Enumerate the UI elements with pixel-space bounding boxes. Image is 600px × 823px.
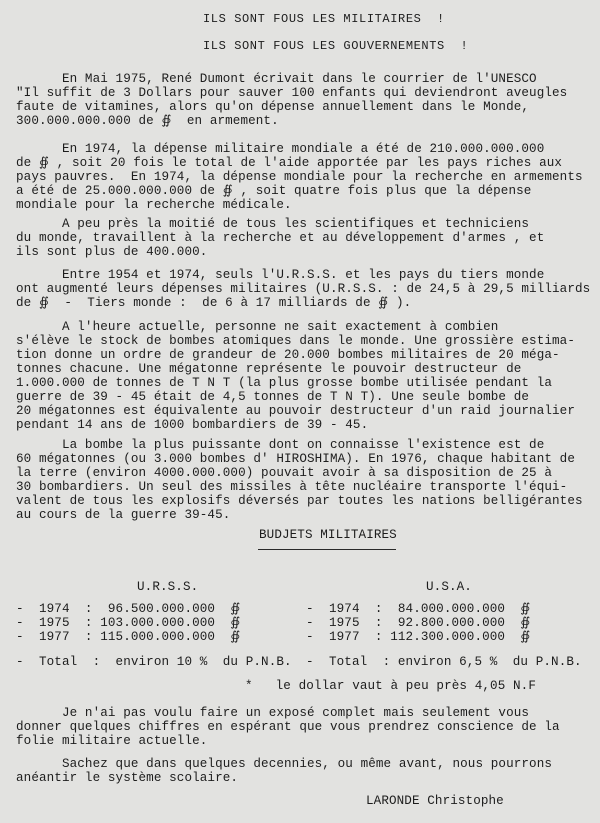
- usa-label: U.S.A.: [426, 580, 472, 594]
- closing-2-line-1: Sachez que dans quelques decennies, ou même avant, nous pourrons: [16, 757, 553, 771]
- paragraph-4-line-3: de ∯ - Tiers monde : de 6 à 17 milliards de ∯ ).: [16, 296, 412, 310]
- closing-1-line-2: donner quelques chiffres en espérant que vous prendrez conscience de la: [16, 720, 560, 734]
- paragraph-4-line-2: ont augmenté leurs dépenses militaires (U.R.S.S. : de 24,5 à 29,5 milliards: [16, 282, 591, 296]
- paragraph-6-line-1: La bombe la plus puissante dont on connaisse l'existence est de: [16, 438, 545, 452]
- closing-1-line-3: folie militaire actuelle.: [16, 734, 208, 748]
- dollar-footnote: * le dollar vaut à peu près 4,05 N.F: [245, 679, 536, 693]
- usa-row-1977: - 1977 : 112.300.000.000 ∯: [306, 630, 531, 644]
- urss-row-1974: - 1974 : 96.500.000.000 ∯: [16, 602, 241, 616]
- paragraph-2-line-3: pays pauvres. En 1974, la dépense mondiale pour la recherche en armements: [16, 170, 583, 184]
- urss-label: U.R.S.S.: [137, 580, 199, 594]
- usa-row-1974: - 1974 : 84.000.000.000 ∯: [306, 602, 531, 616]
- urss-row-1977: - 1977 : 115.000.000.000 ∯: [16, 630, 241, 644]
- paragraph-1-line-3: faute de vitamines, alors qu'on dépense annuellement dans le Monde,: [16, 100, 530, 114]
- paragraph-2-line-1: En 1974, la dépense militaire mondiale a été de 210.000.000.000: [16, 142, 545, 156]
- paragraph-6-line-4: 30 bombardiers. Un seul des missiles à tête nucléaire transporte l'équi-: [16, 480, 568, 494]
- paragraph-5-line-2: s'élève le stock de bombes atomiques dans le monde. Une grossière estima-: [16, 334, 575, 348]
- closing-1-line-1: Je n'ai pas voulu faire un exposé complet mais seulement vous: [16, 706, 530, 720]
- paragraph-5-line-8: pendant 14 ans de 1000 bombardiers de 39 - 45.: [16, 418, 369, 432]
- paragraph-5-line-1: A l'heure actuelle, personne ne sait exactement à combien: [16, 320, 499, 334]
- usa-total: - Total : environ 6,5 % du P.N.B.: [306, 655, 582, 669]
- paragraph-2-line-4: a été de 25.000.000.000 de ∯ , soit quatre fois plus que la dépense: [16, 184, 532, 198]
- urss-total: - Total : environ 10 % du P.N.B.: [16, 655, 292, 669]
- paragraph-4-line-1: Entre 1954 et 1974, seuls l'U.R.S.S. et les pays du tiers monde: [16, 268, 545, 282]
- paragraph-5-line-6: guerre de 39 - 45 était de 4,5 tonnes de T N T). Une seule bombe de: [16, 390, 530, 404]
- paragraph-2-line-5: mondiale pour la recherche médicale.: [16, 198, 292, 212]
- paragraph-1-line-1: En Mai 1975, René Dumont écrivait dans le courrier de l'UNESCO: [16, 72, 537, 86]
- paragraph-3-line-2: du monde, travaillent à la recherche et au développement d'armes , et: [16, 231, 545, 245]
- paragraph-3-line-1: A peu près la moitié de tous les scientifiques et techniciens: [16, 217, 530, 231]
- budget-heading-underline: [258, 549, 396, 550]
- title-line-2: ILS SONT FOUS LES GOUVERNEMENTS !: [203, 39, 469, 53]
- paragraph-5-line-3: tion donne un ordre de grandeur de 20.000 bombes militaires de 20 méga-: [16, 348, 560, 362]
- paragraph-6-line-3: la terre (environ 4000.000.000) pouvait avoir à sa disposition de 25 à: [16, 466, 553, 480]
- usa-row-1975: - 1975 : 92.800.000.000 ∯: [306, 616, 531, 630]
- paragraph-1-line-4: 300.000.000.000 de ∯ en armement.: [16, 114, 279, 128]
- paragraph-5-line-4: tonnes chacune. Une mégatonne représente le pouvoir destructeur de: [16, 362, 522, 376]
- paragraph-6-line-6: au cours de la guerre 39-45.: [16, 508, 231, 522]
- paragraph-3-line-3: ils sont plus de 400.000.: [16, 245, 208, 259]
- paragraph-6-line-5: valent de tous les explosifs déversés par toutes les nations belligérantes: [16, 494, 583, 508]
- paragraph-6-line-2: 60 mégatonnes (ou 3.000 bombes d' HIROSHIMA). En 1976, chaque habitant de: [16, 452, 575, 466]
- signature: LARONDE Christophe: [366, 794, 504, 808]
- paragraph-2-line-2: de ∯ , soit 20 fois le total de l'aide apportée par les pays riches aux: [16, 156, 563, 170]
- closing-2-line-2: anéantir le système scolaire.: [16, 771, 239, 785]
- paragraph-1-line-2: "Il suffit de 3 Dollars pour sauver 100 enfants qui deviendront aveugles: [16, 86, 568, 100]
- paragraph-5-line-5: 1.000.000 de tonnes de T N T (la plus grosse bombe utilisée pendant la: [16, 376, 553, 390]
- urss-row-1975: - 1975 : 103.000.000.000 ∯: [16, 616, 241, 630]
- paragraph-5-line-7: 20 mégatonnes est équivalente au pouvoir destructeur d'un raid journalier: [16, 404, 575, 418]
- title-line-1: ILS SONT FOUS LES MILITAIRES !: [203, 12, 445, 26]
- budget-heading: BUDJETS MILITAIRES: [259, 528, 397, 542]
